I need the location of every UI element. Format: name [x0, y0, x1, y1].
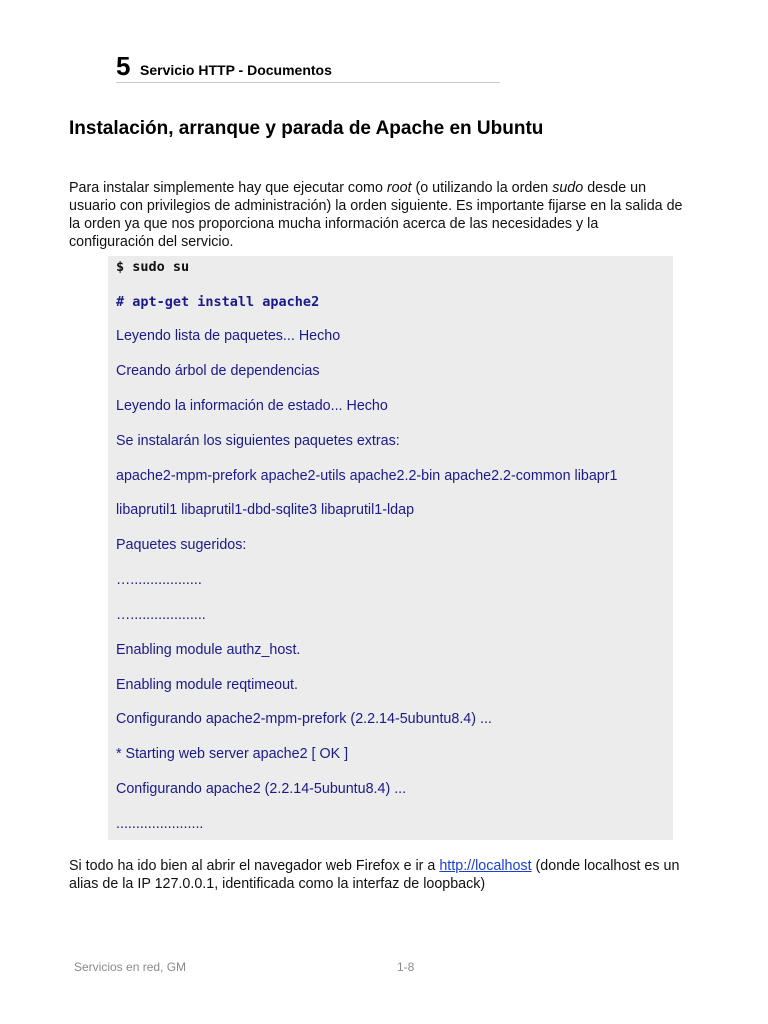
code-line: Creando árbol de dependencias [116, 363, 320, 379]
code-line: libaprutil1 libaprutil1-dbd-sqlite3 libaprutil1-ldap [116, 502, 415, 518]
terminal-output-box [108, 256, 673, 840]
code-line: ...................... [116, 816, 204, 832]
code-line: Configurando apache2 (2.2.14-5ubuntu8.4) ... [116, 781, 407, 797]
page-number: 1-8 [397, 960, 415, 974]
code-line-sudo-command: $ sudo su [116, 259, 190, 275]
code-line: Paquetes sugeridos: [116, 537, 247, 553]
intro-text-2: (o utilizando la orden [411, 180, 553, 196]
code-line: Se instalarán los siguientes paquetes extras: [116, 433, 400, 449]
localhost-link[interactable]: http://localhost [439, 858, 532, 874]
chapter-number: 5 [116, 51, 131, 81]
section-title: Instalación, arranque y parada de Apache en Ubuntu [69, 118, 544, 139]
code-line-install-command: # apt-get install apache2 [116, 294, 320, 310]
code-line: Leyendo la información de estado... Hecho [116, 398, 388, 414]
code-line: ….................. [116, 572, 202, 588]
intro-text-1: Para instalar simplemente hay que ejecutar como [69, 180, 387, 196]
intro-text-3: desde un usuario con privilegios de administración) la orden siguiente. Es importante fijarse en la salida de la orden ya que nos proporciona mucha información acerca de las necesidades y la configuración del servicio. [69, 180, 683, 250]
code-line: apache2-mpm-prefork apache2-utils apache2.2-bin apache2.2-common libapr1 [116, 468, 618, 484]
intro-paragraph [69, 179, 685, 251]
intro-sudo-term: sudo [552, 180, 584, 196]
chapter-title: Servicio HTTP - Documentos [140, 62, 332, 78]
footer-label: Servicios en red, GM [74, 960, 187, 974]
outro-text-2: (donde localhost es un alias de la IP 127.0.0.1, identificada como la interfaz de loopback) [69, 858, 680, 892]
code-line: …................... [116, 607, 206, 623]
outro-text-1: Si todo ha ido bien al abrir el navegador web Firefox e ir a [69, 858, 440, 874]
code-line: * Starting web server apache2 [ OK ] [116, 746, 349, 762]
outro-paragraph [69, 857, 685, 893]
code-line: Enabling module authz_host. [116, 642, 301, 658]
page-header [116, 50, 500, 83]
intro-root-term: root [386, 180, 412, 196]
code-line: Configurando apache2-mpm-prefork (2.2.14-5ubuntu8.4) ... [116, 711, 492, 727]
code-line: Leyendo lista de paquetes... Hecho [116, 328, 341, 344]
code-line: Enabling module reqtimeout. [116, 677, 298, 693]
